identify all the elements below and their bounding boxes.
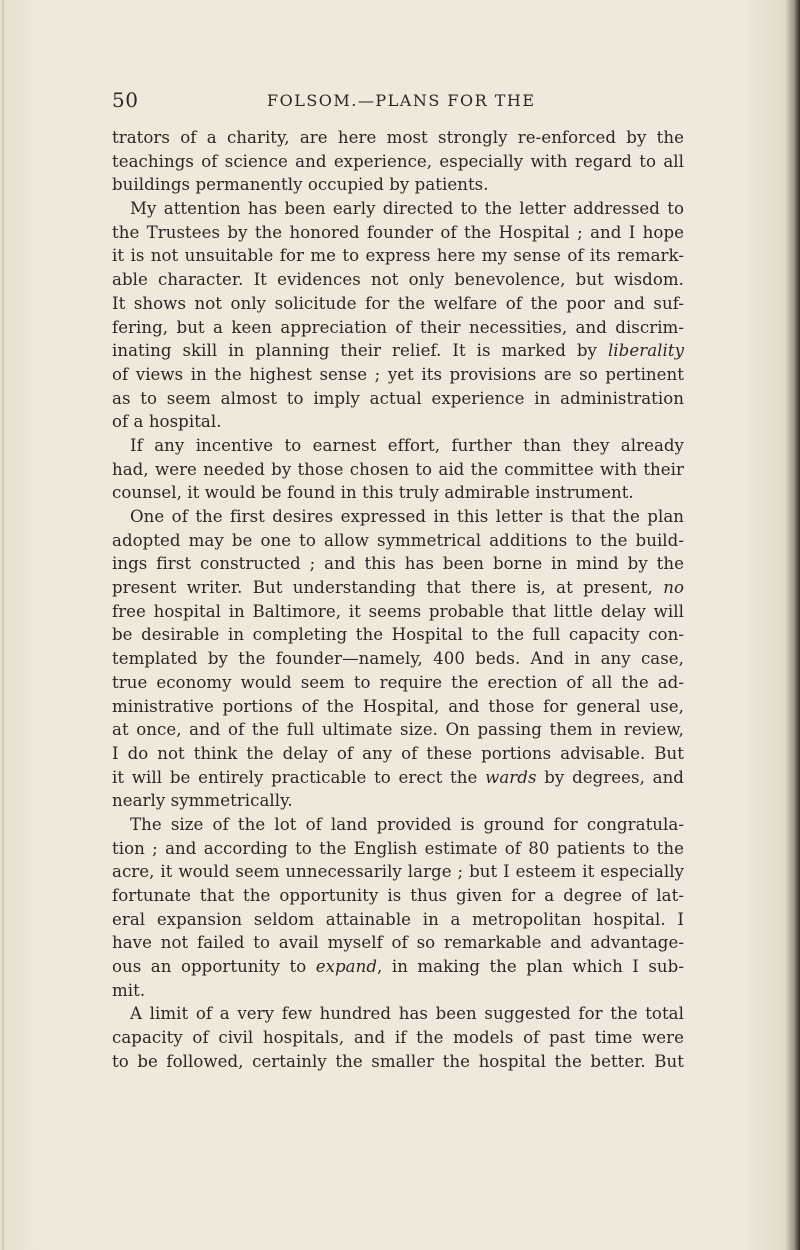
text-line-tail: by degrees, and — [536, 767, 684, 787]
text-line-content: true economy would seem to require the erection of all the ad- — [112, 672, 684, 692]
text-line-content: fering, but a keen appreciation of their necessities, and discrim- — [112, 317, 684, 337]
text-line — [112, 339, 684, 363]
text-line — [112, 221, 684, 245]
running-head: FOLSOM.—PLANS FOR THE — [267, 91, 536, 110]
text-line-content: present writer. But understanding that there is, at present, — [112, 578, 664, 598]
text-line-content: able character. It evidences not only benevolence, but wisdom. — [112, 270, 684, 290]
text-line-content: had, were needed by those chosen to aid the committee with their — [112, 459, 684, 479]
text-line-tail: , in making the plan which I sub- — [377, 957, 684, 977]
text-line-content: nearly symmetrically. — [112, 791, 293, 811]
text-line-content: at once, and of the full ultimate size. On passing them in review, — [112, 720, 684, 740]
text-line-content: the Trustees by the honored founder of the Hospital ; and I hope — [112, 222, 684, 242]
text-line-content: be desirable in completing the Hospital to the full capacity con- — [112, 625, 684, 645]
italic-word: liberality — [607, 341, 684, 361]
text-line-content: teachings of science and experience, especially with regard to all — [112, 151, 684, 171]
text-line — [112, 505, 684, 529]
text-line-content: templated by the founder—namely, 400 beds. And in any case, — [112, 649, 684, 669]
text-line — [112, 1050, 684, 1074]
text-line-content: I do not think the delay of any of these portions advisable. But — [112, 743, 684, 763]
text-line-content: capacity of civil hospitals, and if the models of past time were — [112, 1028, 684, 1048]
text-line — [112, 931, 684, 955]
page-header — [112, 88, 672, 112]
text-line-content: as to seem almost to imply actual experience in administration — [112, 388, 684, 408]
text-line — [112, 884, 684, 908]
text-line-content: ministrative portions of the Hospital, and those for general use, — [112, 696, 684, 716]
body-text — [112, 126, 684, 1074]
text-line-content: of a hospital. — [112, 412, 222, 432]
italic-word: no — [663, 578, 684, 598]
text-line-content: ings first constructed ; and this has been borne in mind by the — [112, 554, 684, 574]
text-line — [112, 766, 684, 790]
text-line-content: it will be entirely practicable to erect the — [112, 767, 486, 787]
text-line — [112, 908, 684, 932]
text-line-content: it is not unsuitable for me to express here my sense of its remark- — [112, 246, 684, 266]
text-line-content: A limit of a very few hundred has been suggested for the total — [130, 1004, 684, 1024]
text-line-content: free hospital in Baltimore, it seems probable that little delay will — [112, 601, 684, 621]
text-line-content: inating skill in planning their relief. It is marked by — [112, 341, 608, 361]
text-line — [112, 268, 684, 292]
text-line — [112, 647, 684, 671]
text-line-content: If any incentive to earnest effort, further than they already — [130, 435, 684, 455]
page-number: 50 — [112, 88, 139, 112]
text-line — [112, 813, 684, 837]
text-line — [112, 552, 684, 576]
text-line — [112, 481, 684, 505]
text-line-content: fortunate that the opportunity is thus given for a degree of lat- — [112, 886, 684, 905]
text-line — [112, 292, 684, 316]
text-line-content: counsel, it would be found in this truly admirable instrument. — [112, 483, 634, 503]
text-line-content: One of the first desires expressed in this letter is that the plan — [130, 507, 684, 526]
text-line — [112, 979, 684, 1003]
text-line — [112, 150, 684, 174]
text-line-content: It shows not only solicitude for the welfare of the poor and suf- — [112, 293, 684, 313]
text-line — [112, 671, 684, 695]
text-line — [112, 244, 684, 268]
text-line — [112, 316, 684, 340]
italic-word: wards — [485, 767, 537, 787]
text-line-content: trators of a charity, are here most strongly re-enforced by the — [112, 128, 684, 147]
text-line — [112, 387, 684, 411]
text-line-content: ous an opportunity to — [112, 957, 316, 977]
text-line — [112, 860, 684, 884]
page-edge — [2, 0, 4, 1250]
text-line-content: to be followed, certainly the smaller the hospital the better. But — [112, 1051, 684, 1071]
text-line-content: acre, it would seem unnecessarily large ; but I esteem it especially — [112, 862, 684, 882]
text-line-content: mit. — [112, 980, 146, 1000]
text-line — [112, 1002, 684, 1026]
text-line — [112, 576, 684, 600]
text-line — [112, 789, 684, 813]
text-line — [112, 600, 684, 624]
text-line — [112, 173, 684, 197]
text-line-content: have not failed to avail myself of so remarkable and advantage- — [112, 933, 684, 953]
text-line — [112, 955, 684, 979]
text-line-content: buildings permanently occupied by patients. — [112, 175, 489, 195]
text-line-content: tion ; and according to the English estimate of 80 patients to the — [112, 838, 684, 858]
text-line — [112, 529, 684, 553]
text-line-content: The size of the lot of land provided is ground for congratula- — [130, 814, 684, 834]
text-line — [112, 363, 684, 387]
text-line-content: eral expansion seldom attainable in a metropolitan hospital. I — [112, 909, 684, 929]
text-line — [112, 126, 684, 150]
text-line — [112, 623, 684, 647]
text-line — [112, 695, 684, 719]
text-line-content: adopted may be one to allow symmetrical additions to the build- — [112, 530, 684, 550]
text-line — [112, 410, 684, 434]
text-line — [112, 434, 684, 458]
text-line — [112, 1026, 684, 1050]
text-line — [112, 837, 684, 861]
italic-word: expand — [315, 957, 378, 977]
text-line — [112, 458, 684, 482]
text-line — [112, 197, 684, 221]
text-line-content: My attention has been early directed to the letter addressed to — [130, 199, 684, 219]
text-line — [112, 742, 684, 766]
text-line-content: of views in the highest sense ; yet its provisions are so pertinent — [112, 364, 684, 384]
text-line — [112, 718, 684, 742]
